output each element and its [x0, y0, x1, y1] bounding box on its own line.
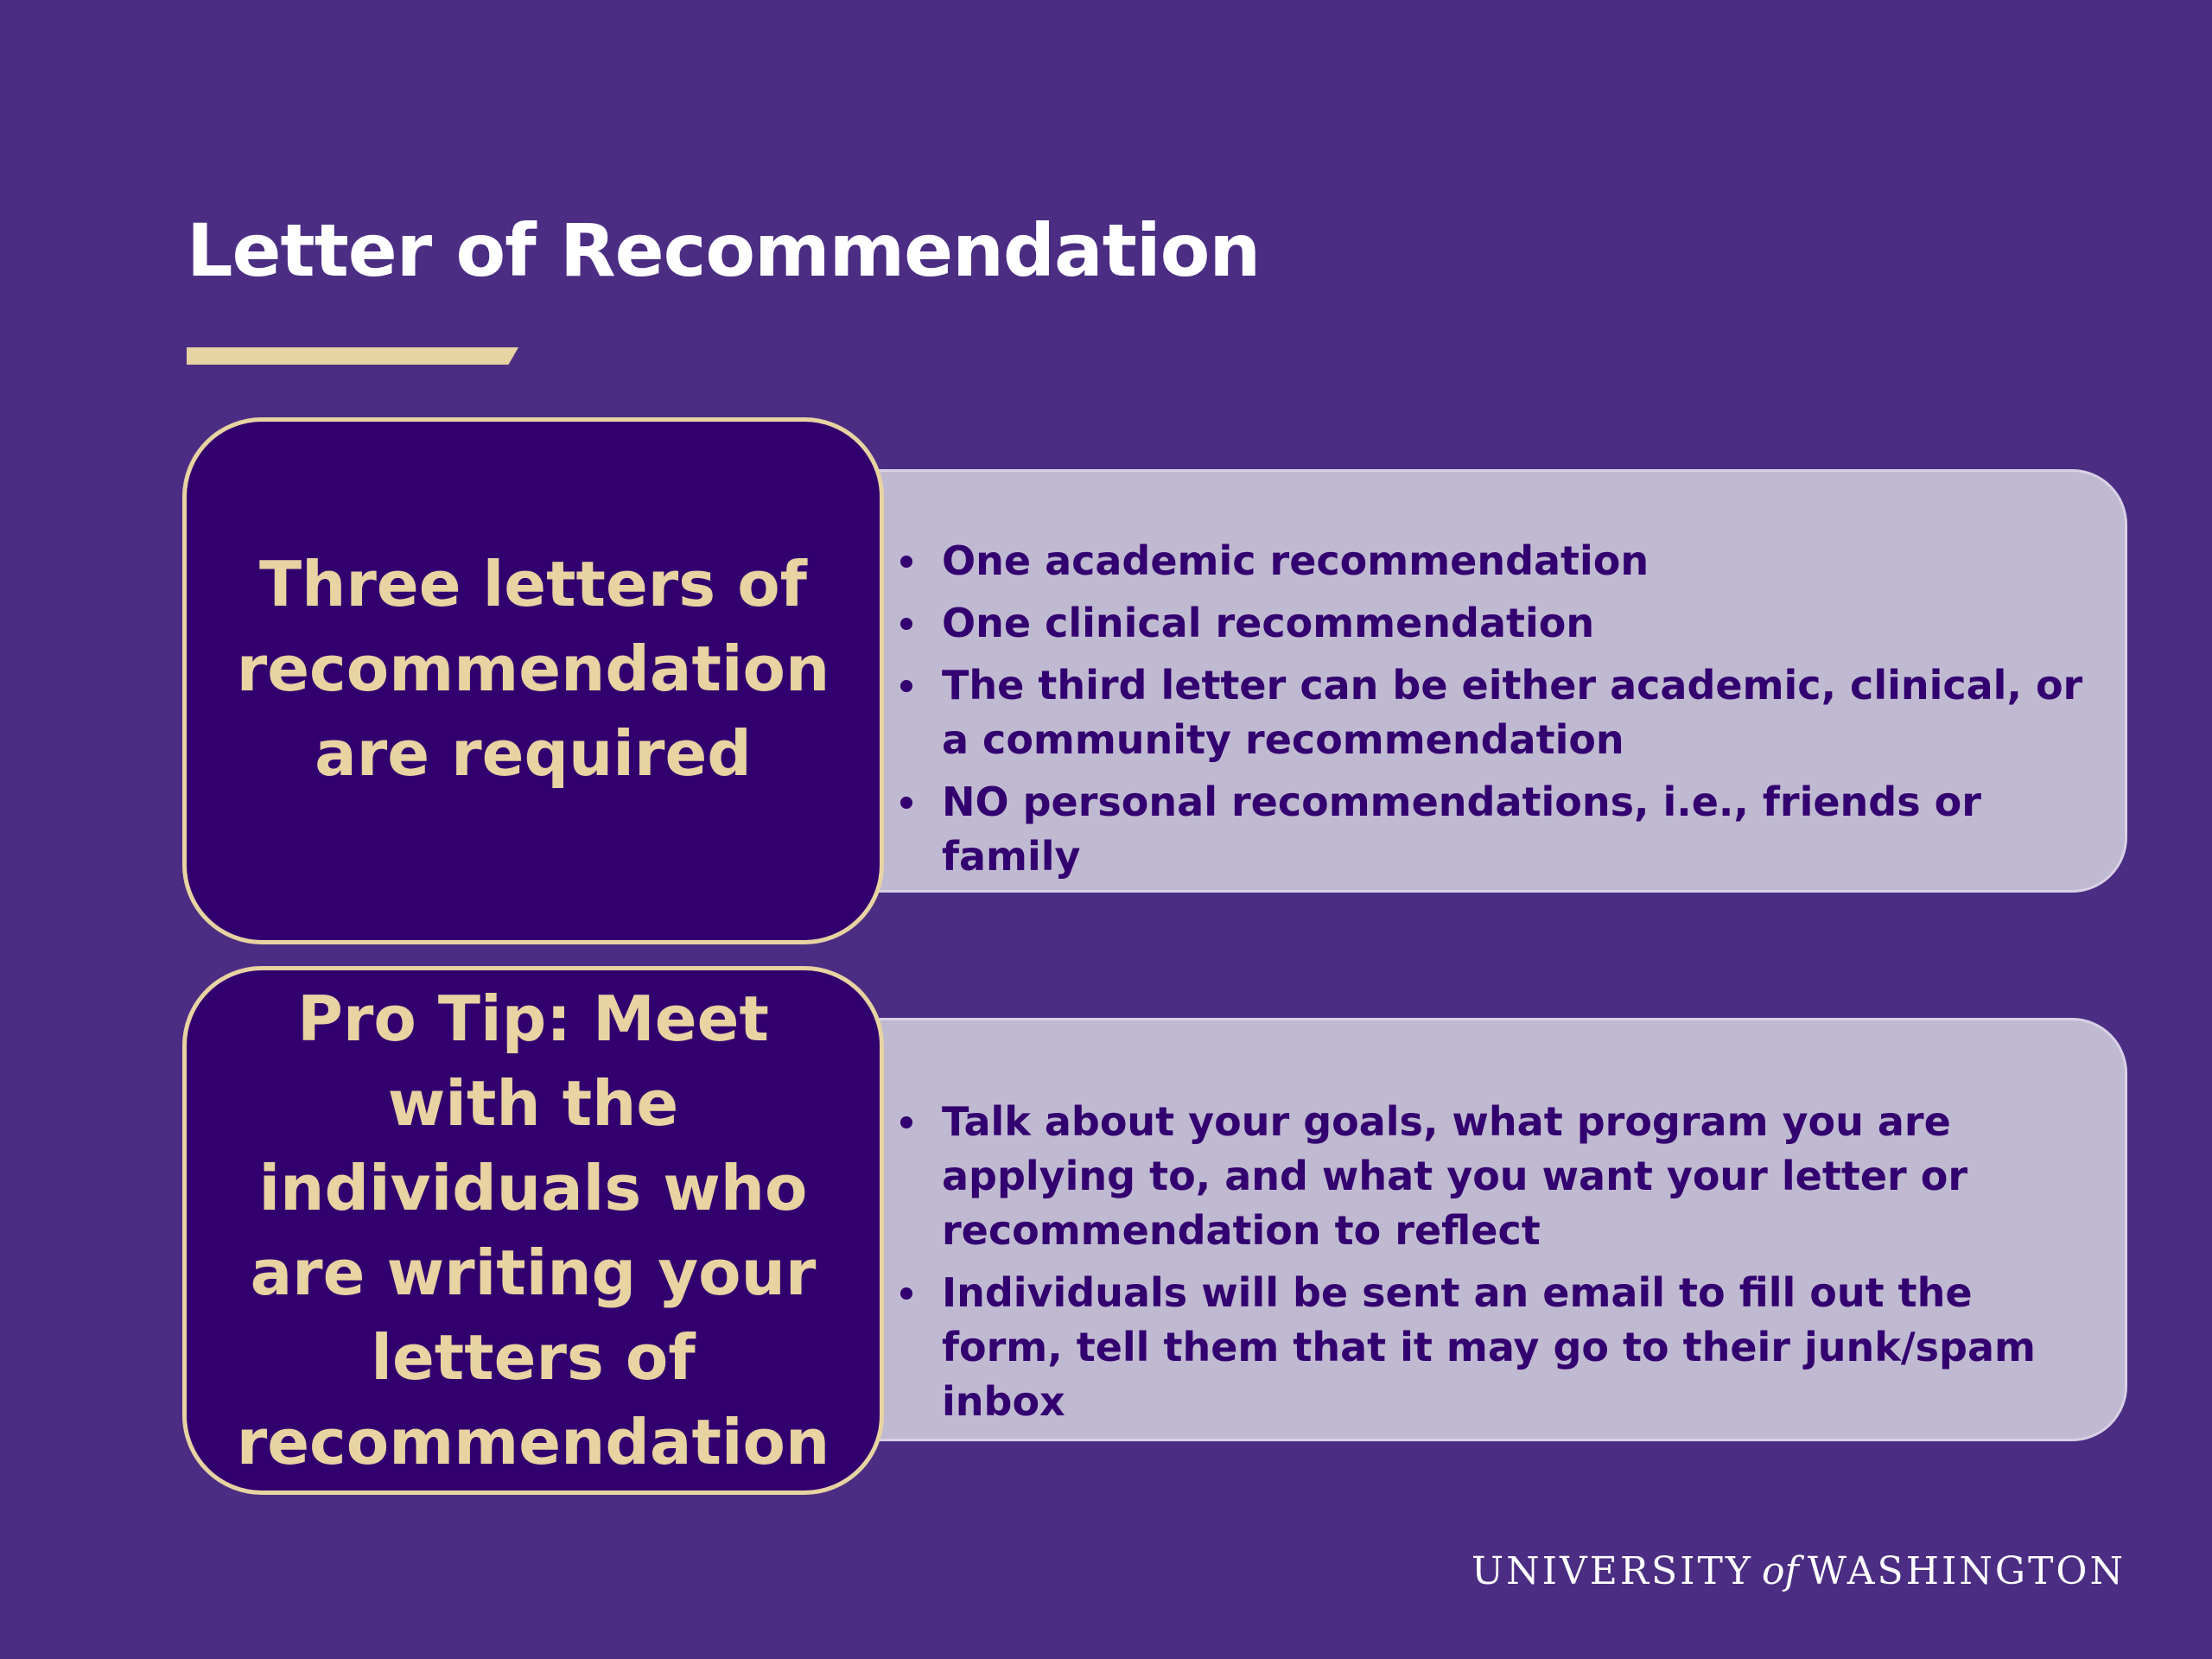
bullet-item	[900, 775, 2090, 884]
requirements-bullet-list	[900, 534, 2090, 892]
bullet-icon	[900, 797, 912, 809]
requirements-detail-panel	[812, 469, 2127, 893]
requirements-heading: Three letters of recommendation are required	[236, 548, 830, 790]
bullet-item	[900, 534, 2090, 588]
slide-title: Letter of Recommendation	[187, 208, 1261, 293]
bullet-item	[900, 1095, 2090, 1258]
logo-text-university: UNIVERSITY	[1471, 1549, 1753, 1593]
title-accent-bar	[187, 347, 518, 365]
bullet-item	[900, 1266, 2090, 1429]
bullet-text: The third letter can be either academic, clinical, or a community recommendation	[942, 662, 2083, 763]
bullet-text: One academic recommendation	[942, 537, 1649, 584]
bullet-text: One clinical recommendation	[942, 600, 1595, 646]
bullet-icon	[900, 618, 912, 630]
bullet-item	[900, 658, 2090, 767]
bullet-icon	[900, 680, 912, 692]
pro-tip-heading: Pro Tip: Meet with the individuals who are writing your letters of recommendation	[236, 982, 830, 1478]
bullet-icon	[900, 1116, 912, 1128]
logo-text-of: of	[1761, 1549, 1799, 1593]
bullet-text: NO personal recommendations, i.e., friends or family	[942, 779, 1981, 880]
bullet-icon	[900, 556, 912, 568]
pro-tip-detail-panel	[812, 1018, 2127, 1441]
bullet-text: Talk about your goals, what program you are applying to, and what you want your letter or recommendation to reflect	[942, 1098, 1968, 1254]
bullet-item	[900, 596, 2090, 651]
requirements-heading-card	[182, 417, 884, 944]
logo-text-washington: WASHINGTON	[1807, 1549, 2126, 1593]
pro-tip-bullet-list	[900, 1095, 2090, 1437]
pro-tip-heading-card	[182, 966, 884, 1495]
university-logo	[1471, 1549, 2126, 1593]
bullet-icon	[900, 1287, 912, 1300]
bullet-text: Individuals will be sent an email to fill out the form, tell them that it may go to their junk/spam inbox	[942, 1269, 2036, 1425]
